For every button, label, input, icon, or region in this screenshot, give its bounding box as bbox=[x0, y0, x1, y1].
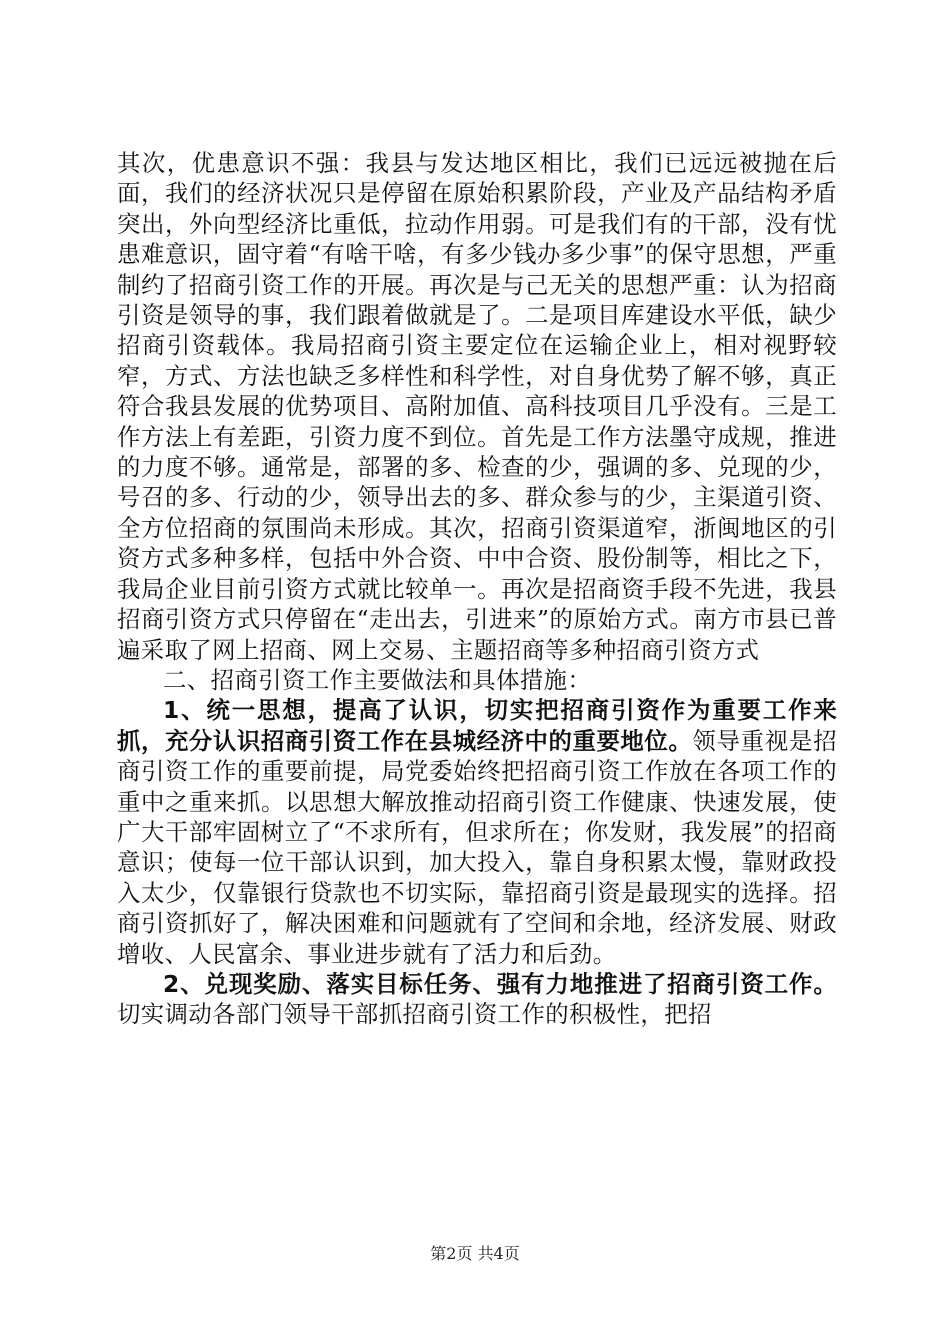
body-paragraph-1: 其次，优患意识不强：我县与发达地区相比，我们已远远被抛在后面，我们的经济状况只是停留在原始积累阶段，产业及产品结构矛盾突出，外向型经济比重低，拉动作用弱。可是我们有的干部，没有忧患难意识，固守着“有啥干啥，有多少钱办多少事”的保守思想，严重制约了招商引资工作的开展。再次是与己无关的思想严重：认为招商引资是领导的事，我们跟着做就是了。二是项目库建设水平低，缺少招商引资载体。我局招商引资主要定位在运输企业上，相对视野较窄，方式、方法也缺乏多样性和科学性，对自身优势了解不够，真正符合我县发展的优势项目、高附加值、高科技项目几乎没有。三是工作方法上有差距，引资力度不到位。首先是工作方法墨守成规，推进的力度不够。通常是，部署的多、检查的少，强调的多、兑现的少，号召的多、行动的少，领导出去的多、群众参与的少，主渠道引资、全方位招商的氛围尚未形成。其次，招商引资渠道窄，浙闽地区的引资方式多种多样，包括中外合资、中中合资、股份制等，相比之下，我局企业目前引资方式就比较单一。再次是招商资手段不先进，我县招商引资方式只停留在“走出去，引进来”的原始方式。南方市县已普遍采取了网上招商、网上交易、主题招商等多种招商引资方式 bbox=[117, 149, 837, 664]
page-footer: 第2页 共4页 bbox=[430, 1244, 520, 1263]
document-body bbox=[117, 148, 837, 1030]
body-paragraph-3 bbox=[117, 969, 837, 1030]
measure-2-title: 2、兑现奖励、落实目标任务、强有力地推进了招商引资工作。 bbox=[163, 969, 837, 998]
measure-1-title: 1、统一思想，提高了认识，切实把招商引资作为重要工作来抓，充分认识招商引资工作在县城经济中的重要地位。 bbox=[117, 696, 837, 755]
section-heading: 二、招商引资工作主要做法和具体措施： bbox=[163, 665, 592, 694]
measure-1-text: 领导重视是招商引资工作的重要前提，局党委始终把招商引资工作放在各项工作的重中之重来抓。以思想大解放推动招商引资工作健康、快速发展，使广大干部牢固树立了“不求所有，但求所在；你发财，我发展”的招商意识；使每一位干部认识到，加大投入，靠自身积累太慢，靠财政投入太少，仅靠银行贷款也不切实际，靠招商引资是最现实的选择。招商引资抓好了，解决困难和问题就有了空间和余地，经济发展、财政增收、人民富余、事业进步就有了活力和后劲。 bbox=[117, 726, 837, 968]
measure-2-text: 切实调动各部门领导干部抓招商引资工作的积极性，把招 bbox=[117, 1000, 712, 1029]
body-paragraph-2 bbox=[117, 695, 837, 969]
